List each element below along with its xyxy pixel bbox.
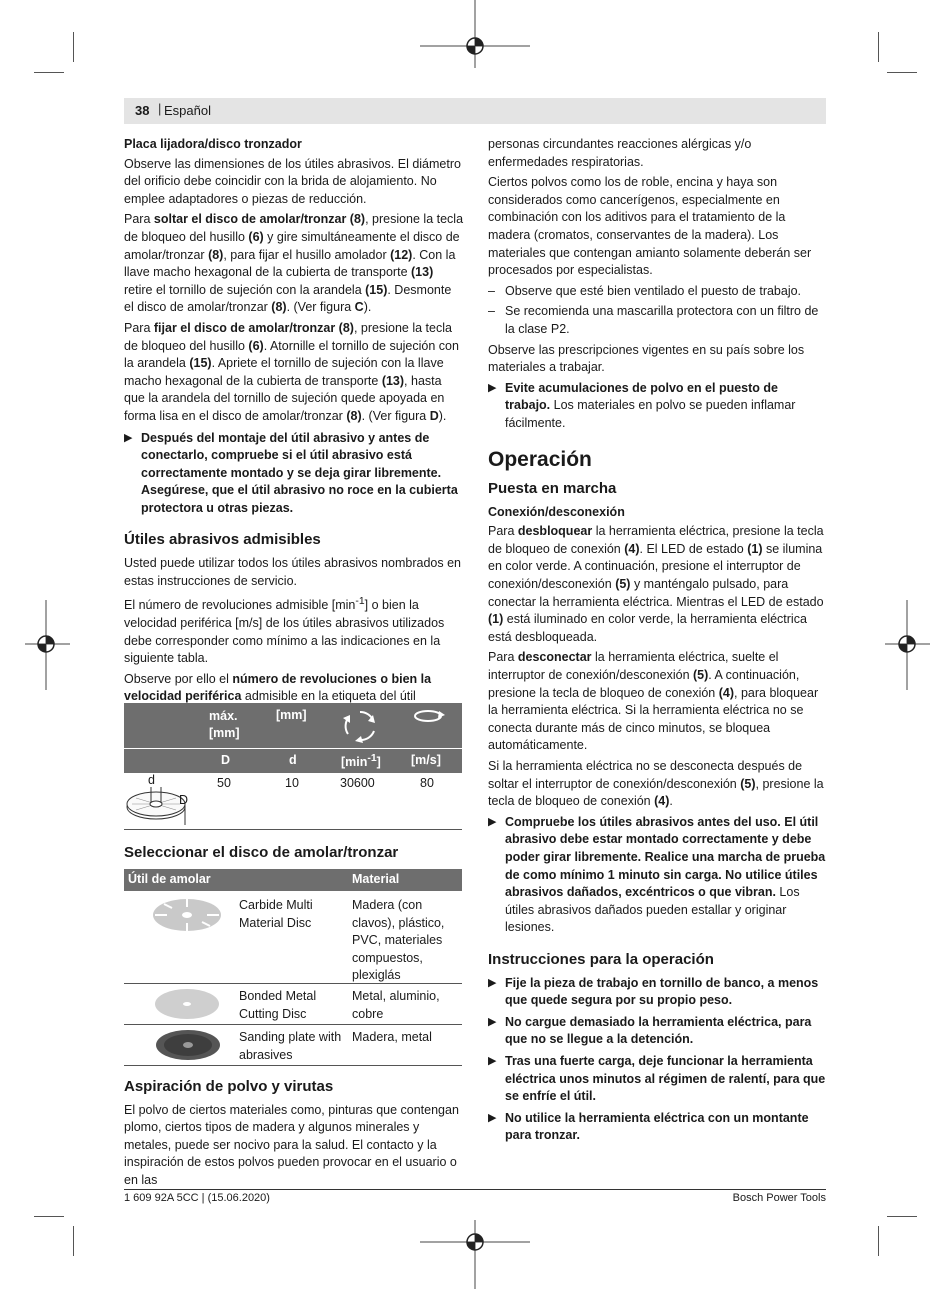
paragraph: Para desconectar la herramienta eléctrica, suelte el interruptor de conexión/desconexión (5). A continuación, presione la tecla de bloqueo de conexión (4), para bloquear la herramienta eléctrica. Si la herramienta eléctrica no se conecta durante más de cinco minutos, se bloquea automáticamente. — [488, 650, 819, 753]
crop-mark — [887, 72, 917, 73]
section-title: Placa lijadora/disco tronzador — [124, 137, 302, 151]
triangle-bullet-icon: ▶ — [488, 976, 497, 989]
carbide-disc-icon — [152, 897, 222, 933]
warning-item: ▶ Evite acumulaciones de polvo en el puesto de trabajo. Los materiales en polvo se pueden inflamar fácilmente. — [488, 380, 796, 430]
triangle-bullet-icon: ▶ — [488, 381, 497, 394]
page-header: 38 | Español — [124, 98, 826, 124]
chapter-title: Operación — [488, 447, 592, 471]
value-ms: 80 — [420, 776, 434, 790]
footer-left: 1 609 92A 5CC | (15.06.2020) — [124, 1192, 270, 1204]
paragraph: Para soltar el disco de amolar/tronzar (8), presione la tecla de bloqueo del husillo (6) y gire simultáneamente el disco de amolar/tronzar (8), para fijar el husillo amolador (12). Con la llave macho hexagonal de la cubierta de transporte (13) retire el tornillo de sujeción con la arandela (15). Desmonte el disco de amolar/tronzar (8). (Ver figura C). — [124, 212, 464, 315]
warning-item: ▶ Después del montaje del útil abrasivo y antes de conectarlo, compruebe si el útil abrasivo está correctamente montado y se deja girar libremente. Asegúrese, que el útil abrasivo no roce en la cubierta protectora u otras piezas. — [124, 430, 458, 515]
left-column-upper — [124, 136, 464, 727]
header-max-mm: máx. [mm] — [209, 709, 240, 740]
warning-item: ▶ Compruebe los útiles abrasivos antes del uso. El útil abrasivo debe estar montado correctamente y debe poder girar libremente. Realice una marcha de prueba de como mínimo 1 minuto sin carga. No utilice útiles abrasivos dañados, excéntricos o que vibran. Los útiles abrasivos dañados pueden estallar y originar lesiones. — [488, 814, 826, 935]
crop-mark — [73, 32, 74, 62]
paragraph: Observe las dimensiones de los útiles abrasivos. El diámetro del orificio debe coincidir con la brida de alojamiento. No emplee adaptadores o piezas de reducción. — [124, 156, 461, 206]
page-number: 38 — [135, 103, 150, 118]
paragraph: El polvo de ciertos materiales como, pinturas que contengan plomo, ciertos tipos de madera y algunos minerales y metales, puede ser nocivo para la salud. El contacto y la inspiración de estos polvos pueden provocar en el usuario o en las — [124, 1102, 459, 1187]
paragraph: El número de revoluciones admisible $[\min^{-1}]$ o bien la velocidad periférica [m/s] de los útiles abrasivos utilizados debe corresponder como mínimo a las indicaciones en la siguiente tabla. — [124, 596, 445, 666]
footer-rule — [124, 1189, 826, 1190]
paragraph: Observe las prescripciones vigentes en su país sobre los materiales a trabajar. — [488, 342, 805, 375]
table-header: Útil de amolar Material — [124, 869, 462, 891]
disc-label-d: d — [148, 773, 155, 787]
sanding-plate-icon — [155, 1028, 221, 1062]
warning-item: ▶ No cargue demasiado la herramienta eléctrica, para que no se llegue a la detención. — [488, 1014, 812, 1047]
paragraph: Ciertos polvos como los de roble, encina y haya son considerados como cancerígenos, especialmente en combinación con los aditivos para el tratamiento de la madera (cromatos, conservantes de la madera). Los materiales que contengan amianto solamente deberán ser procesados por especialistas. — [488, 175, 812, 278]
paragraph: Para fijar el disco de amolar/tronzar (8), presione la tecla de bloqueo del husillo (6). Atornille el tornillo de sujeción con la arandela (15). Apriete el tornillo de sujeción con la llave macho hexagonal de la cubierta de transporte (13), hasta que la arandela del tornillo de sujeción quede apoyada en forma lisa en el disco de amolar/tronzar (8). (Ver figura D). — [124, 320, 459, 423]
peripheral-speed-icon — [412, 707, 446, 725]
paragraph: personas circundantes reacciones alérgicas y/o enfermedades respiratorias. — [488, 137, 752, 169]
table-row — [124, 773, 462, 830]
warning-item: ▶ No utilice la herramienta eléctrica con un montante para tronzar. — [488, 1110, 809, 1143]
section-title: Aspiración de polvo y virutas — [124, 1078, 334, 1095]
table-row: Carbide Multi Material Disc Madera (con clavos), plástico, PVC, materiales compuestos, plexiglás — [124, 891, 462, 984]
crop-mark — [73, 1226, 74, 1256]
disc-label-D: D — [179, 793, 189, 807]
right-column — [488, 136, 826, 1149]
list-item: – Se recomienda una mascarilla protectora con un filtro de la clase P2. — [488, 304, 819, 336]
crop-mark — [34, 72, 64, 73]
crop-mark — [878, 32, 879, 62]
crop-mark — [34, 1216, 64, 1217]
section-title: Útiles abrasivos admisibles — [124, 531, 321, 549]
table-header — [124, 703, 462, 748]
registration-mark-icon — [885, 600, 930, 690]
triangle-bullet-icon: ▶ — [488, 1111, 497, 1124]
value-d: 10 — [285, 776, 299, 790]
triangle-bullet-icon: ▶ — [488, 1015, 497, 1028]
crop-mark — [887, 1216, 917, 1217]
rotation-speed-icon — [339, 706, 381, 746]
section-title: Instrucciones para la operación — [488, 950, 714, 968]
registration-mark-icon — [420, 1220, 530, 1289]
header-mm: [mm] — [276, 708, 307, 722]
section-title: Puesta en marcha — [488, 480, 617, 498]
value-D: 50 — [217, 776, 231, 790]
value-rpm: 30600 — [340, 776, 375, 790]
warning-item: ▶ Tras una fuerte carga, deje funcionar la herramienta eléctrica unos minutos al régimen de ralentí, para que se enfríe el útil. — [488, 1053, 826, 1104]
list-item: – Observe que esté bien ventilado el puesto de trabajo. — [488, 283, 802, 298]
crop-mark — [878, 1226, 879, 1256]
footer-right: Bosch Power Tools — [732, 1192, 826, 1204]
registration-mark-icon — [420, 0, 530, 70]
section-title: Seleccionar el disco de amolar/tronzar — [124, 844, 399, 861]
paragraph: Si la herramienta eléctrica no se desconecta después de soltar el interruptor de conexión/desconexión (5), presione la tecla de bloqueo de conexión (4). — [488, 759, 824, 809]
table-row: Bonded Metal Cutting Disc Metal, aluminio, cobre — [124, 984, 462, 1025]
triangle-bullet-icon: ▶ — [124, 431, 133, 444]
disc-selection-table — [124, 869, 462, 1066]
page-language: Español — [164, 103, 211, 118]
speed-table — [124, 703, 462, 830]
subsection-title: Conexión/desconexión — [488, 504, 625, 519]
table-row: Sanding plate with abrasives Madera, metal — [124, 1025, 462, 1066]
warning-item: ▶ Fije la pieza de trabajo en tornillo de banco, a menos que quede segura por su propio peso. — [488, 975, 819, 1008]
triangle-bullet-icon: ▶ — [488, 815, 497, 828]
paragraph: Observe por ello el número de revoluciones o bien la velocidad periférica admisible en la etiqueta del útil — [124, 671, 432, 704]
table-subheader: D d $[\min^{-1}]$ [m/s] — [124, 748, 462, 773]
disc-diagram-icon — [124, 785, 190, 829]
paragraph: Para desbloquear la herramienta eléctrica, presione la tecla de bloqueo de conexión (4). El LED de estado (1) se ilumina en color verde. A continuación, presione el interruptor de conexión/desconexión (5) y manténgalo pulsado, para conectar la herramienta eléctrica. Mientras el LED de estado (1) está iluminado en color verde, la herramienta eléctrica está desbloqueada. — [488, 524, 824, 644]
paragraph: Usted puede utilizar todos los útiles abrasivos nombrados en estas instrucciones de servicio. — [124, 556, 461, 588]
registration-mark-icon — [25, 600, 70, 690]
triangle-bullet-icon: ▶ — [488, 1054, 497, 1067]
bonded-metal-disc-icon — [154, 987, 220, 1021]
